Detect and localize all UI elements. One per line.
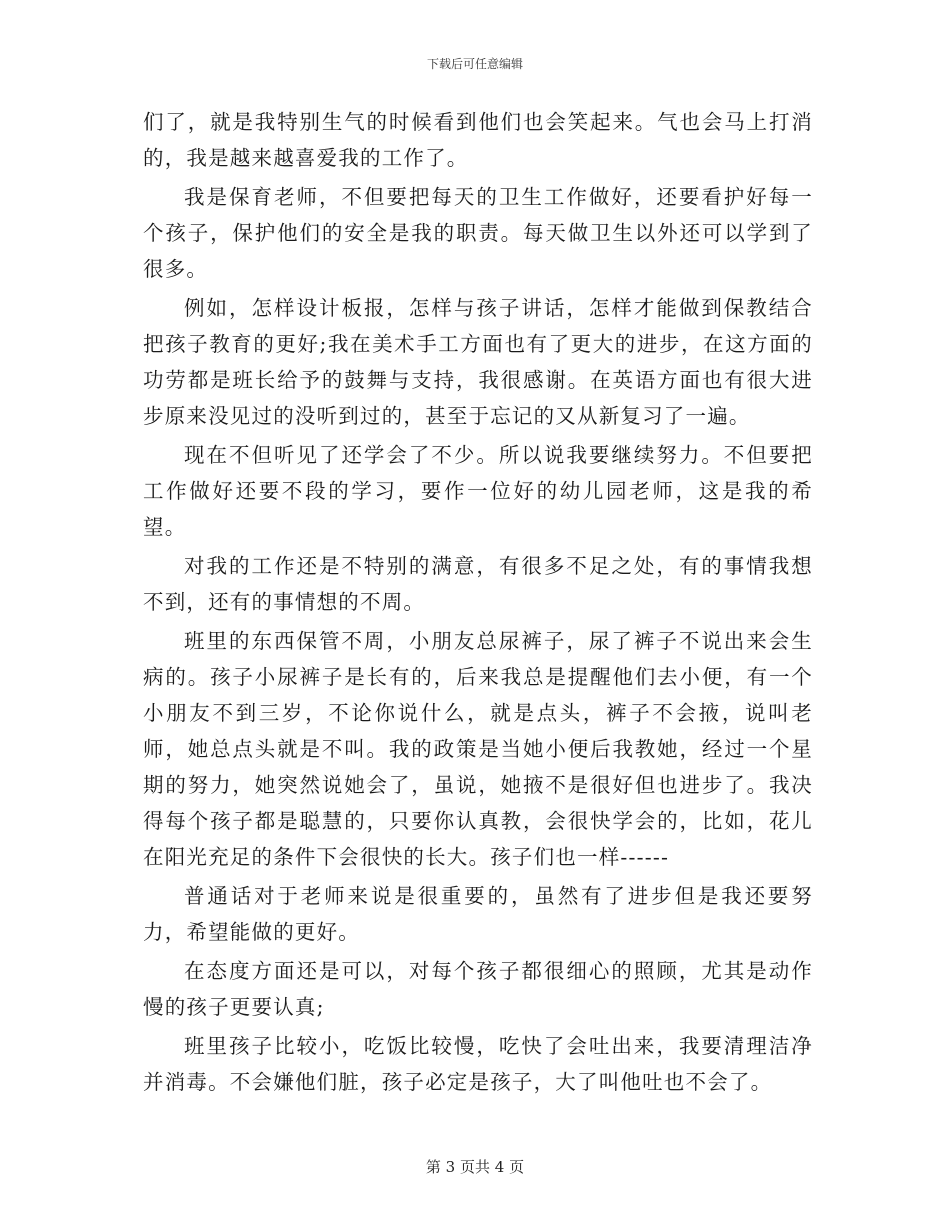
paragraph: 们了，就是我特别生气的时候看到他们也会笑起来。气也会马上打消的，我是越来越喜爱我的工作了。	[143, 110, 813, 170]
paragraph: 在态度方面还是可以，对每个孩子都很细心的照顾，尤其是动作慢的孩子更要认真;	[143, 959, 813, 1019]
paragraph: 班里的东西保管不周，小朋友总尿裤子，尿了裤子不说出来会生病的。孩子小尿裤子是长有的，后来我总是提醒他们去小便，有一个小朋友不到三岁，不论你说什么，就是点头，裤子不会掖，说叫老师，她总点头就是不叫。我的政策是当她小便后我教她，经过一个星期的努力，她突然说她会了，虽说，她掖不是很好但也进步了。我决得每个孩子都是聪慧的，只要你认真教，会很快学会的，比如，花儿在阳光充足的条件下会很快的长大。孩子们也一样------	[143, 629, 813, 869]
paragraph: 例如，怎样设计板报，怎样与孩子讲话，怎样才能做到保教结合把孩子教育的更好;我在美术手工方面也有了更大的进步，在这方面的功劳都是班长给予的鼓舞与支持，我很感谢。在英语方面也有很大进步原来没见过的没听到过的，甚至于忘记的又从新复习了一遍。	[143, 296, 813, 428]
page-footer: 第 3 页共 4 页	[425, 1158, 525, 1176]
paragraph: 现在不但听见了还学会了不少。所以说我要继续努力。不但要把工作做好还要不段的学习，要作一位好的幼儿园老师，这是我的希望。	[143, 443, 813, 539]
paragraph: 普通话对于老师来说是很重要的，虽然有了进步但是我还要努力，希望能做的更好。	[143, 884, 813, 944]
paragraph: 班里孩子比较小，吃饭比较慢，吃快了会吐出来，我要清理洁净并消毒。不会嫌他们脏，孩子必定是孩子，大了叫他吐也不会了。	[143, 1034, 813, 1094]
page-header: 下载后可任意编辑	[426, 57, 523, 71]
document-body	[143, 104, 813, 1103]
paragraph: 对我的工作还是不特别的满意，有很多不足之处，有的事情我想不到，还有的事情想的不周。	[143, 554, 813, 614]
paragraph: 我是保育老师，不但要把每天的卫生工作做好，还要看护好每一个孩子，保护他们的安全是我的职责。每天做卫生以外还可以学到了很多。	[143, 185, 813, 281]
